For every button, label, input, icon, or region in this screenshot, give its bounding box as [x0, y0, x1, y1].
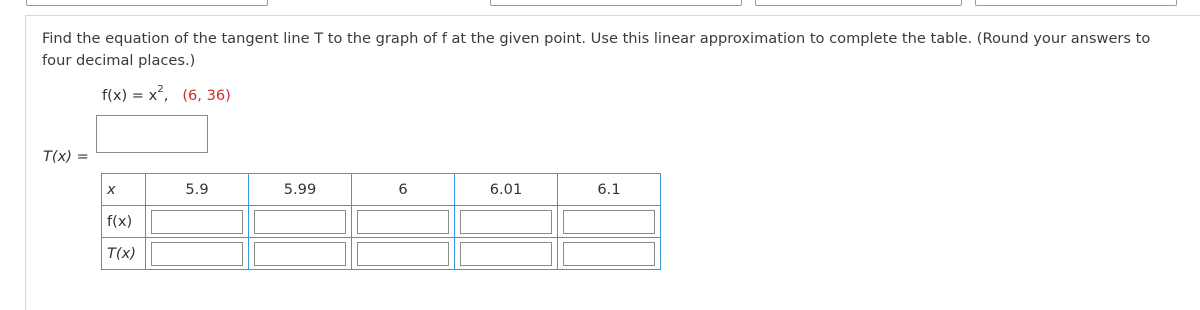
fx-input[interactable]: [357, 210, 449, 234]
prev-answer-box-3[interactable]: [755, 0, 962, 6]
fx-cell: [558, 206, 661, 238]
tx-input[interactable]: [151, 242, 243, 266]
tx-cell: [146, 238, 249, 270]
tx-cell: [558, 238, 661, 270]
table-row-fx: [102, 206, 661, 238]
function-comma: ,: [163, 86, 169, 104]
fx-input[interactable]: [151, 210, 243, 234]
tx-input[interactable]: [460, 242, 552, 266]
row-header-tx: T(x): [102, 238, 146, 270]
tx-input[interactable]: [563, 242, 655, 266]
function-lhs: f(x) = x: [102, 86, 158, 104]
row-header-x: x: [102, 174, 146, 206]
x-value-cell: 6: [352, 174, 455, 206]
fx-input[interactable]: [563, 210, 655, 234]
prev-answer-box-4[interactable]: [975, 0, 1177, 6]
prev-answer-box-2[interactable]: [490, 0, 742, 6]
tx-cell: [352, 238, 455, 270]
fx-cell: [352, 206, 455, 238]
function-definition: [102, 86, 231, 104]
table-row-tx: [102, 238, 661, 270]
fx-input[interactable]: [460, 210, 552, 234]
fx-input[interactable]: [254, 210, 346, 234]
fx-cell: [249, 206, 352, 238]
x-value-cell: 5.99: [249, 174, 352, 206]
fx-cell: [146, 206, 249, 238]
function-exponent: 2: [157, 84, 164, 95]
row-header-fx: f(x): [102, 206, 146, 238]
tx-input[interactable]: [357, 242, 449, 266]
tx-cell: [249, 238, 352, 270]
x-value-cell: 6.01: [455, 174, 558, 206]
x-value-cell: 5.9: [146, 174, 249, 206]
prev-answer-box-1[interactable]: [26, 0, 268, 6]
approximation-table: [101, 173, 661, 270]
question-text: Find the equation of the tangent line T to the graph of f at the given point. Use this linear approximation to complete the table. (Round your answers to four decimal places.): [42, 30, 1151, 69]
x-value-cell: 6.1: [558, 174, 661, 206]
given-point: (6, 36): [182, 86, 231, 104]
table-row-x: [102, 174, 661, 206]
tangent-label: T(x) =: [43, 148, 89, 165]
tx-input[interactable]: [254, 242, 346, 266]
tx-cell: [455, 238, 558, 270]
fx-cell: [455, 206, 558, 238]
tangent-equation-input[interactable]: [96, 115, 208, 153]
